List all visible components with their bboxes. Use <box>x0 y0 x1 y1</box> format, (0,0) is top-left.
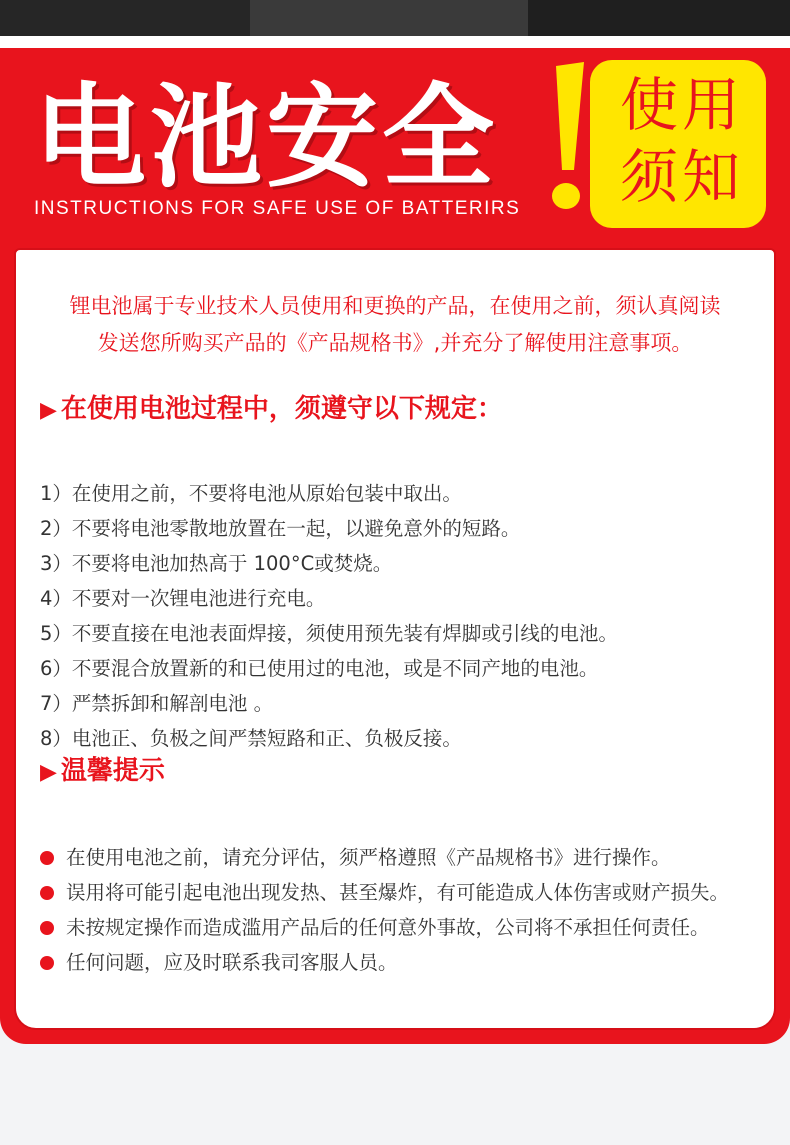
bullet-dot-icon <box>40 921 54 935</box>
divider <box>0 36 790 48</box>
tip-text: 误用将可能引起电池出现发热、甚至爆炸，有可能造成人体伤害或财产损失。 <box>66 881 730 904</box>
top-strip-segment <box>0 0 250 36</box>
instructions-panel <box>14 248 776 1030</box>
bullet-dot-icon <box>40 851 54 865</box>
banner-title: 电池安全 <box>34 73 498 203</box>
usage-notice-badge <box>590 60 766 228</box>
rule-item: 4）不要对一次锂电池进行充电。 <box>40 587 326 610</box>
tips-list <box>40 840 770 980</box>
rules-heading <box>40 388 503 425</box>
play-triangle-icon: ▶ <box>40 760 57 785</box>
battery-safety-card <box>0 48 790 1044</box>
badge-line-2: 须知 <box>619 143 744 211</box>
tip-text: 在使用电池之前，请充分评估，须严格遵照《产品规格书》进行操作。 <box>66 846 671 869</box>
top-image-strip <box>0 0 790 36</box>
rule-item: 5）不要直接在电池表面焊接，须使用预先装有焊脚或引线的电池。 <box>40 622 618 645</box>
badge-line-1: 使用 <box>619 71 744 139</box>
exclamation-icon <box>540 58 586 218</box>
tip-text: 未按规定操作而造成滥用产品后的任何意外事故，公司将不承担任何责任。 <box>66 916 710 939</box>
tip-text: 任何问题，应及时联系我司客服人员。 <box>66 951 398 974</box>
play-triangle-icon: ▶ <box>40 398 57 423</box>
top-strip-segment <box>250 0 528 36</box>
intro-paragraph <box>16 288 774 362</box>
rule-item: 3）不要将电池加热高于 100°C或焚烧。 <box>40 552 393 575</box>
tip-item <box>40 945 770 980</box>
rules-heading-text: 在使用电池过程中，须遵守以下规定： <box>60 394 503 424</box>
tips-heading-text: 温馨提示 <box>60 756 165 786</box>
tip-item <box>40 840 770 875</box>
intro-line: 锂电池属于专业技术人员使用和更换的产品，在使用之前，须认真阅读 <box>69 294 721 318</box>
rules-list <box>40 476 760 756</box>
banner-subtitle: INSTRUCTIONS FOR SAFE USE OF BATTERIRS <box>34 198 521 219</box>
bullet-dot-icon <box>40 956 54 970</box>
intro-line: 发送您所购买产品的《产品规格书》,并充分了解使用注意事项。 <box>97 331 693 355</box>
tip-item <box>40 875 770 910</box>
bullet-dot-icon <box>40 886 54 900</box>
tips-heading <box>40 750 165 787</box>
tip-item <box>40 910 770 945</box>
rule-item: 1）在使用之前，不要将电池从原始包装中取出。 <box>40 482 462 505</box>
rule-item: 7）严禁拆卸和解剖电池 。 <box>40 692 274 715</box>
rule-item: 2）不要将电池零散地放置在一起，以避免意外的短路。 <box>40 517 521 540</box>
top-strip-segment <box>528 0 790 36</box>
rule-item: 8）电池正、负极之间严禁短路和正、负极反接。 <box>40 727 462 750</box>
rule-item: 6）不要混合放置新的和已使用过的电池，或是不同产地的电池。 <box>40 657 599 680</box>
